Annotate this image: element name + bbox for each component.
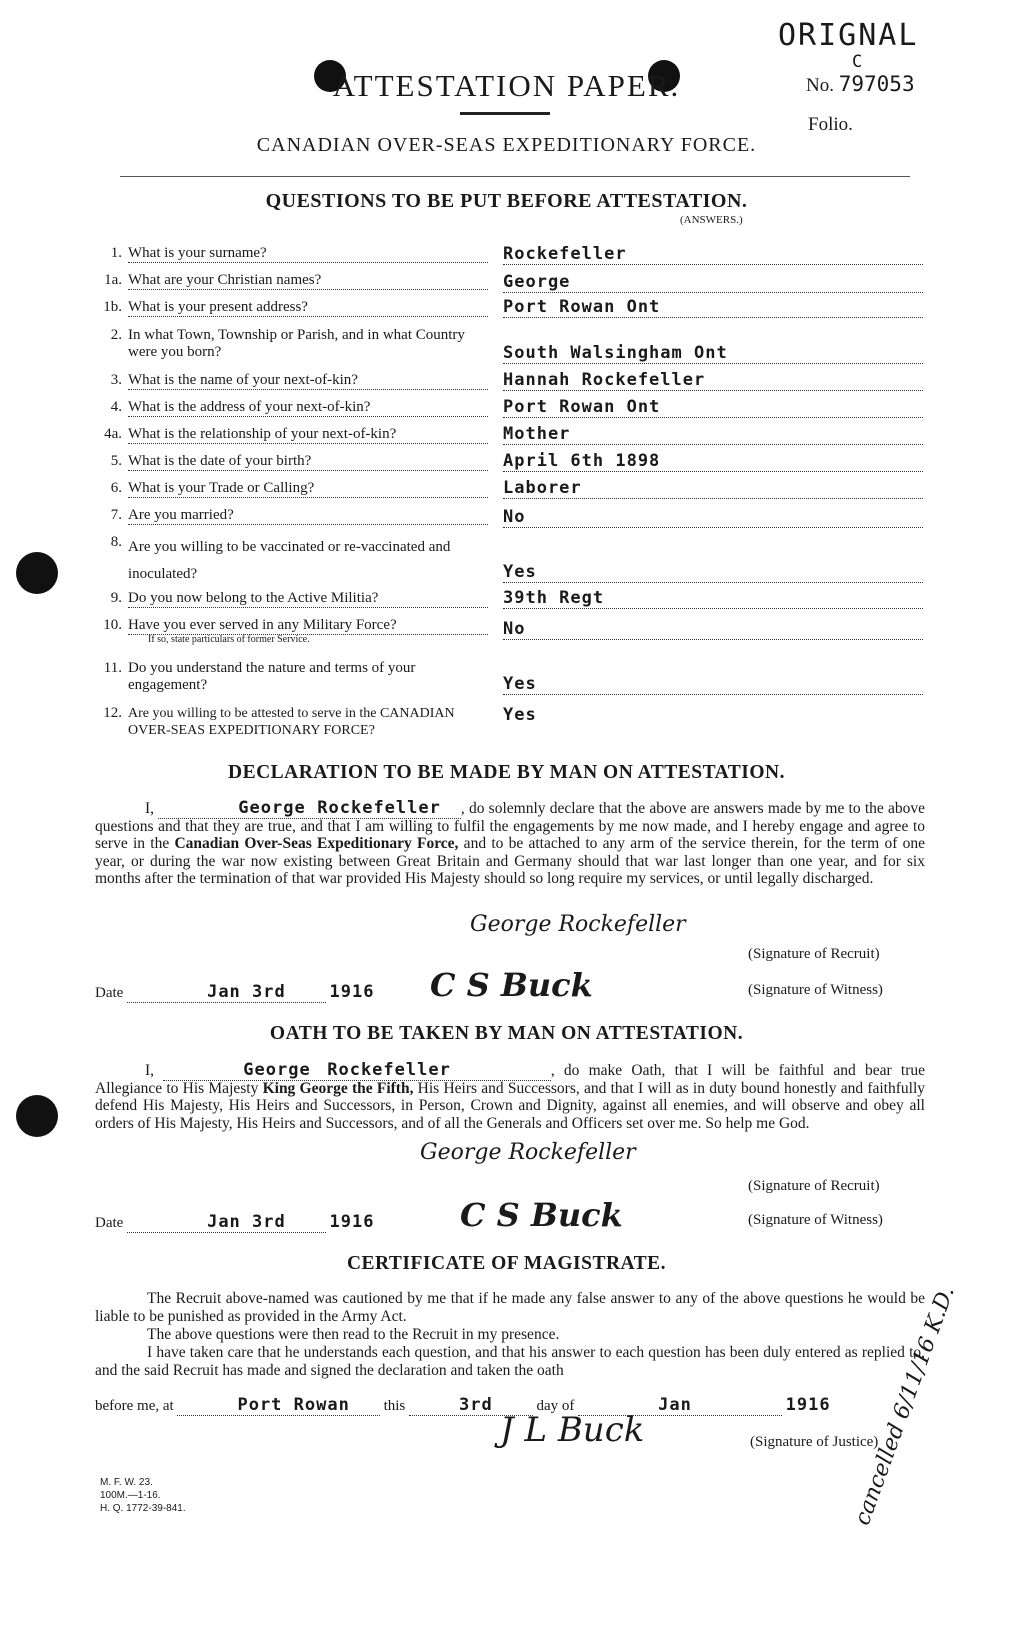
question-text: What is your present address? <box>128 299 488 317</box>
question-text: What is the name of your next-of-kin? <box>128 372 488 390</box>
form-code-line: M. F. W. 23. <box>100 1477 153 1488</box>
question-number: 6. <box>110 480 122 496</box>
declaration-date-line <box>95 982 374 1002</box>
oath-date: Jan 3rd <box>127 1212 326 1233</box>
document-subtitle: CANADIAN OVER-SEAS EXPEDITIONARY FORCE. <box>256 134 757 156</box>
no-value: 797053 <box>838 72 915 96</box>
question-text: What is the date of your birth? <box>128 453 488 471</box>
document-title: ATTESTATION PAPER. <box>332 68 681 103</box>
no-label: No. <box>806 75 834 96</box>
answer-military-force: No <box>503 619 923 640</box>
certificate-p1: The Recruit above-named was cautioned by me that if he made any false answer to any of the above questions he would be liable to be punished as provided in the Army Act. <box>95 1290 925 1325</box>
declaration-date-label: Date <box>95 985 124 1001</box>
oath-text <box>95 1062 925 1132</box>
oath-witness-label: (Signature of Witness) <box>748 1212 883 1228</box>
question-text: What is your surname? <box>128 245 488 263</box>
question-text: What is the relationship of your next-of-kin? <box>128 426 488 444</box>
answer-relationship: Mother <box>503 424 923 445</box>
declaration-body-b: and to be attached to any arm of the service therein, for the term of one year, or during the war now existing between Great Britain and Germany should that war last longer than one year, and for six months after the termination of that war provided His Majesty should so long require my services, or until legally discharged. <box>95 835 925 887</box>
answer-christian-names: George <box>503 272 923 293</box>
declaration-recruit-label: (Signature of Recruit) <box>748 946 880 962</box>
certificate-day: 3rd <box>409 1395 533 1416</box>
question-number: 1. <box>110 245 122 261</box>
question-number: 12. <box>103 705 122 721</box>
question-text: What is the address of your next-of-kin? <box>128 399 488 417</box>
question-number: 1a. <box>104 272 122 288</box>
answer-surname: Rockefeller <box>503 244 923 265</box>
certificate-heading: CERTIFICATE OF MAGISTRATE. <box>346 1253 667 1274</box>
original-stamp: ORIGNAL <box>778 18 919 53</box>
question-number: 8. <box>110 534 122 550</box>
question-number: 5. <box>110 453 122 469</box>
question-text: What is your Trade or Calling? <box>128 480 488 498</box>
declaration-heading: DECLARATION TO BE MADE BY MAN ON ATTESTATION. <box>227 762 786 783</box>
oath-date-line <box>95 1212 374 1232</box>
question-number: 10. <box>103 617 122 633</box>
declaration-i: I, <box>145 800 155 817</box>
question-text: Do you now belong to the Active Militia? <box>128 590 488 608</box>
oath-name: George Rockefeller <box>163 1060 551 1081</box>
certificate-place: Port Rowan <box>177 1395 379 1416</box>
question-text: What are your Christian names? <box>128 272 488 290</box>
declaration-date: Jan 3rd <box>127 982 326 1003</box>
certificate-p2: The above questions were then read to the Recruit in my presence. <box>147 1326 560 1343</box>
oath-year: 1916 <box>329 1212 375 1232</box>
oath-king: King George the Fifth, <box>262 1079 414 1097</box>
answer-married: No <box>503 507 923 528</box>
question-number: 4a. <box>104 426 122 442</box>
oath-body-b: His Heirs and Successors, and that I will as in duty bound honestly and faithfully defend His Majesty, His Heirs and Successors, in Person, Crown and Dignity, against all enemies, and will observe and obey all orders of His Majesty, His Heirs and Successors, and of all the Generals and Officers set over me. So help me God. <box>95 1079 926 1132</box>
question-text: Are you willing to be vaccinated or re-vaccinated and inoculated? <box>128 539 451 582</box>
declaration-year: 1916 <box>329 982 375 1002</box>
questions-heading: QUESTIONS TO BE PUT BEFORE ATTESTATION. <box>265 190 748 212</box>
answer-date-of-birth: April 6th 1898 <box>503 451 923 472</box>
answer-next-of-kin-name: Hannah Rockefeller <box>503 370 923 391</box>
justice-label: (Signature of Justice) <box>750 1434 879 1450</box>
certificate-month: Jan <box>578 1395 782 1416</box>
question-note: If so, state particulars of former Service. <box>148 634 310 645</box>
question-text: Are you married? <box>128 507 488 525</box>
question-number: 1b. <box>103 299 122 315</box>
punch-hole-bottom <box>16 1095 58 1137</box>
original-sub: C <box>852 52 863 72</box>
question-text: Do you understand the nature and terms of your engagement? <box>128 660 416 693</box>
question-number: 11. <box>103 660 122 676</box>
certificate-p3: I have taken care that he understands each question, and that his answer to each question has been duly entered as replied to, and the said Recruit has made and signed the declaration and taken the oath <box>95 1344 925 1379</box>
answer-present-address: Port Rowan Ont <box>503 297 923 318</box>
question-number: 4. <box>110 399 122 415</box>
punch-hole-top <box>16 552 58 594</box>
declaration-body-a: , do solemnly declare that the above are answers made by me to the above questions and that they are true, and that I am willing to fulfil the engagements by me now made, and I hereby engage and agree to serve in the <box>95 800 926 852</box>
question-text: In what Town, Township or Parish, and in what Country were you born? <box>128 327 465 360</box>
margin-cancelled-note: cancelled 6/11/16 K.D. <box>850 1283 960 1529</box>
certificate-day-of-label: day of <box>536 1398 575 1414</box>
oath-recruit-signature: George Rockefeller <box>420 1140 636 1165</box>
declaration-text <box>95 800 925 888</box>
oath-i: I, <box>145 1062 155 1079</box>
header-rule <box>120 176 910 177</box>
question-number: 2. <box>110 327 122 343</box>
question-number: 7. <box>110 507 122 523</box>
question-text: Have you ever served in any Military Force? <box>128 617 488 635</box>
certificate-before-line <box>95 1395 831 1415</box>
certificate-this-label: this <box>383 1398 406 1414</box>
question-number: 9. <box>110 590 122 606</box>
form-code <box>100 1476 186 1515</box>
answer-birthplace: South Walsingham Ont <box>503 343 923 364</box>
oath-heading: OATH TO BE TAKEN BY MAN ON ATTESTATION. <box>269 1023 744 1044</box>
question-text: Are you willing to be attested to serve in the CANADIAN OVER-SEAS EXPEDITIONARY FORCE? <box>128 706 455 738</box>
answer-trade: Laborer <box>503 478 923 499</box>
oath-date-label: Date <box>95 1215 124 1231</box>
certificate-year: 1916 <box>785 1395 831 1415</box>
form-code-line: 100M.—1-16. <box>100 1490 161 1501</box>
certificate-before-label: before me, at <box>95 1398 174 1414</box>
answer-next-of-kin-address: Port Rowan Ont <box>503 397 923 418</box>
answer-understand-terms: Yes <box>503 674 923 695</box>
answer-willing-to-serve: Yes <box>503 705 537 725</box>
declaration-witness-label: (Signature of Witness) <box>748 982 883 998</box>
folio-label: Folio. <box>808 114 853 135</box>
declaration-witness-signature: C S Buck <box>430 966 593 1004</box>
answers-label: (ANSWERS.) <box>680 214 743 226</box>
question-number: 3. <box>110 372 122 388</box>
declaration-recruit-signature: George Rockefeller <box>470 912 686 937</box>
oath-body-a: , do make Oath, that I will be faithful and bear true Allegiance to His Majesty <box>95 1062 925 1097</box>
declaration-name: George Rockefeller <box>158 798 461 819</box>
oath-witness-signature: C S Buck <box>460 1196 623 1234</box>
form-code-line: H. Q. 1772-39-841. <box>100 1503 186 1514</box>
answer-active-militia: 39th Regt <box>503 588 923 609</box>
oath-recruit-label: (Signature of Recruit) <box>748 1178 880 1194</box>
justice-signature: J L Buck <box>500 1410 645 1450</box>
title-underline <box>460 112 550 115</box>
answer-vaccinated: Yes <box>503 562 923 583</box>
declaration-force: Canadian Over-Seas Expeditionary Force, <box>174 835 459 852</box>
